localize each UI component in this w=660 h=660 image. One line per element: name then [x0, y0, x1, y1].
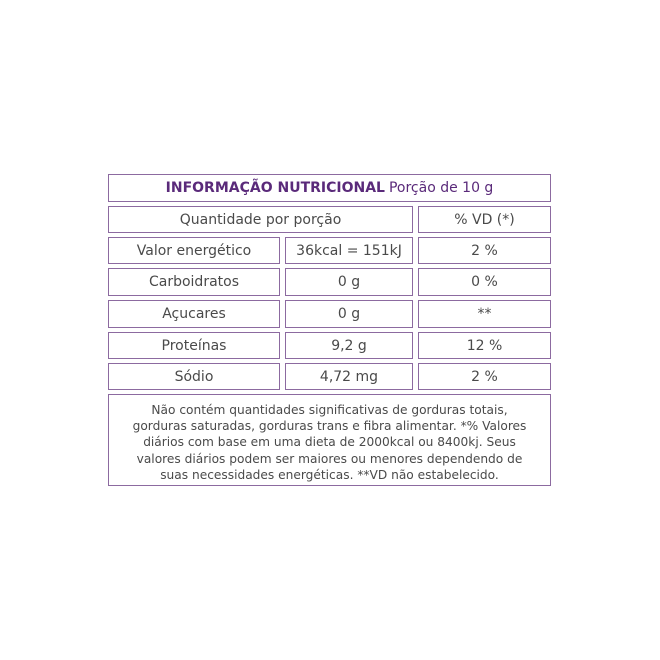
row-name-acucares: Açucares: [108, 300, 280, 328]
column-header-vd: % VD (*): [418, 206, 551, 233]
row-vd-proteinas: 12 %: [418, 332, 551, 359]
row-name-carboidratos: Carboidratos: [108, 268, 280, 296]
footnote: Não contém quantidades significativas de gorduras totais, gorduras saturadas, gorduras trans e fibra alimentar. *% Valores diários com base em uma dieta de 2000kcal ou 8400kj. Seus valores diários podem ser maiores ou menores dependendo de suas necessidades energéticas. **VD não estabelecido.: [108, 394, 551, 486]
row-amount-acucares: 0 g: [285, 300, 413, 328]
row-amount-sodio: 4,72 mg: [285, 363, 413, 390]
row-name-valor-energetico: Valor energético: [108, 237, 280, 264]
row-amount-carboidratos: 0 g: [285, 268, 413, 296]
row-vd-sodio: 2 %: [418, 363, 551, 390]
row-name-sodio: Sódio: [108, 363, 280, 390]
column-header-quantity: Quantidade por porção: [108, 206, 413, 233]
row-vd-valor-energetico: 2 %: [418, 237, 551, 264]
row-amount-proteinas: 9,2 g: [285, 332, 413, 359]
title-serving: Porção de 10 g: [388, 180, 494, 196]
table-title: [108, 174, 551, 202]
row-amount-valor-energetico: 36kcal = 151kJ: [285, 237, 413, 264]
row-vd-acucares: **: [418, 300, 551, 328]
row-name-proteinas: Proteínas: [108, 332, 280, 359]
row-vd-carboidratos: 0 %: [418, 268, 551, 296]
title-heading: INFORMAÇÃO NUTRICIONAL: [165, 180, 385, 196]
